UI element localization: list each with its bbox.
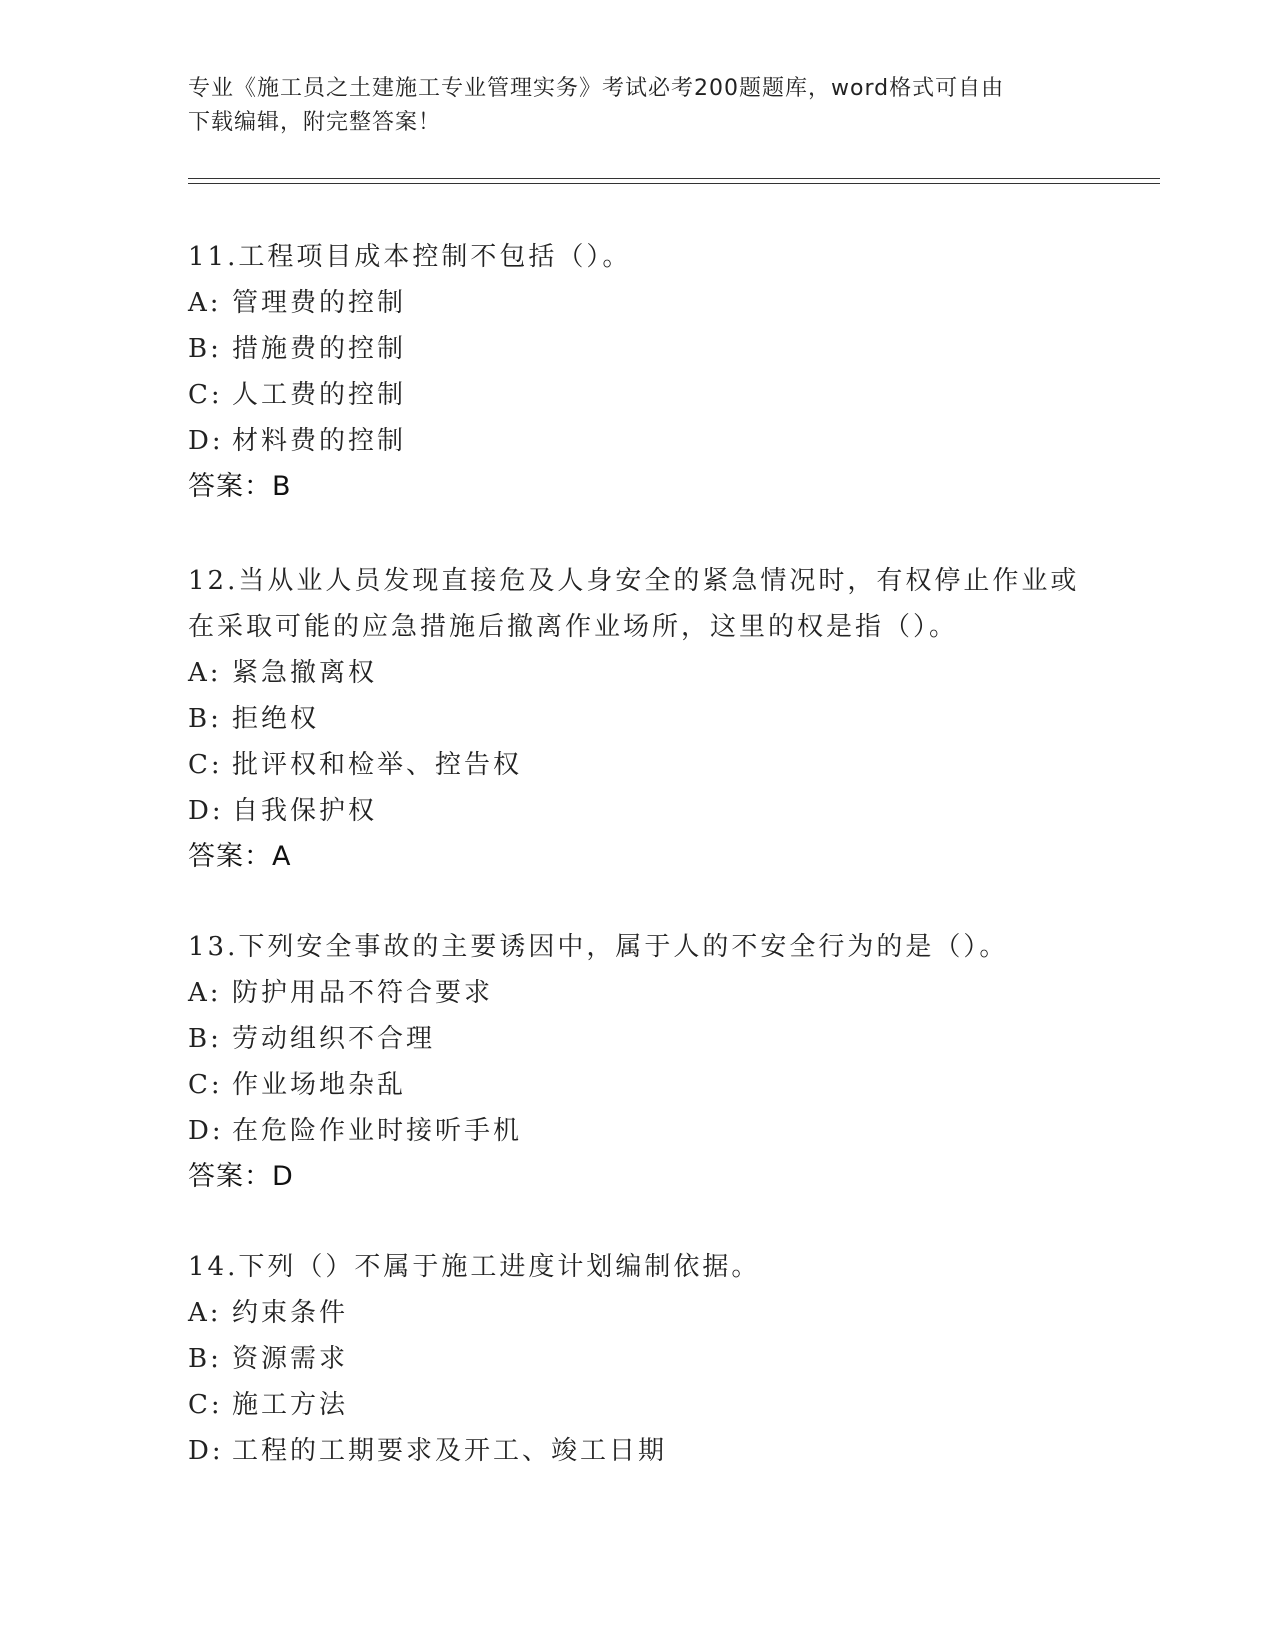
option-key: D:	[188, 426, 224, 456]
option-key: B:	[188, 1024, 222, 1054]
option-key: B:	[188, 334, 222, 364]
option-text: 材料费的控制	[232, 426, 407, 456]
option-text: 在危险作业时接听手机	[232, 1116, 523, 1146]
question-stem: 11.工程项目成本控制不包括（）。	[188, 242, 632, 272]
option-text: 拒绝权	[232, 704, 320, 734]
option-text: 人工费的控制	[232, 380, 407, 410]
option-b	[188, 1016, 1088, 1062]
question-stem: 13.下列安全事故的主要诱因中，属于人的不安全行为的是（）。	[188, 932, 1009, 962]
option-text: 约束条件	[232, 1298, 349, 1328]
option-a	[188, 280, 1088, 326]
option-d	[188, 418, 1088, 464]
answer-value: D	[272, 1161, 294, 1192]
document-header	[188, 72, 1088, 140]
option-key: B:	[188, 704, 222, 734]
option-text: 工程的工期要求及开工、竣工日期	[232, 1436, 668, 1466]
option-key: A:	[188, 658, 222, 688]
option-c	[188, 1382, 1088, 1428]
option-key: D:	[188, 1116, 224, 1146]
answer-label: 答案：	[188, 1161, 272, 1192]
option-text: 施工方法	[232, 1390, 349, 1420]
option-key: A:	[188, 978, 222, 1008]
option-key: C:	[188, 380, 223, 410]
option-c	[188, 1062, 1088, 1108]
option-key: A:	[188, 1298, 222, 1328]
option-text: 防护用品不符合要求	[232, 978, 494, 1008]
option-key: D:	[188, 1436, 224, 1466]
option-c	[188, 742, 1088, 788]
header-divider-top	[188, 178, 1160, 179]
question-stem: 14.下列（）不属于施工进度计划编制依据。	[188, 1252, 761, 1282]
option-text: 管理费的控制	[232, 288, 407, 318]
question-stem: 12.当从业人员发现直接危及人身安全的紧急情况时，有权停止作业或在采取可能的应急措施后撤离作业场所，这里的权是指（）。	[188, 566, 1080, 642]
option-c	[188, 372, 1088, 418]
question-12	[188, 558, 1088, 880]
question-13	[188, 924, 1088, 1200]
option-text: 作业场地杂乱	[232, 1070, 407, 1100]
option-text: 措施费的控制	[232, 334, 407, 364]
option-a	[188, 970, 1088, 1016]
option-text: 劳动组织不合理	[232, 1024, 436, 1054]
answer-line	[188, 464, 1088, 510]
answer-value: A	[272, 841, 292, 872]
header-line-2: 下载编辑，附完整答案！	[188, 110, 442, 135]
option-key: C:	[188, 750, 223, 780]
option-text: 自我保护权	[232, 796, 378, 826]
option-text: 资源需求	[232, 1344, 349, 1374]
option-d	[188, 788, 1088, 834]
option-b	[188, 1336, 1088, 1382]
answer-line	[188, 834, 1088, 880]
option-key: C:	[188, 1390, 223, 1420]
question-11	[188, 234, 1088, 510]
answer-line	[188, 1154, 1088, 1200]
answer-value: B	[272, 471, 292, 502]
question-14	[188, 1244, 1088, 1474]
option-a	[188, 650, 1088, 696]
option-d	[188, 1428, 1088, 1474]
header-divider-bottom	[188, 183, 1160, 184]
option-b	[188, 326, 1088, 372]
option-key: A:	[188, 288, 222, 318]
option-d	[188, 1108, 1088, 1154]
option-key: C:	[188, 1070, 223, 1100]
option-text: 批评权和检举、控告权	[232, 750, 523, 780]
option-key: D:	[188, 796, 224, 826]
option-key: B:	[188, 1344, 222, 1374]
option-b	[188, 696, 1088, 742]
answer-label: 答案：	[188, 841, 272, 872]
header-line-1: 专业《施工员之土建施工专业管理实务》考试必考200题题库，word格式可自由	[188, 76, 1005, 101]
answer-label: 答案：	[188, 471, 272, 502]
option-text: 紧急撤离权	[232, 658, 378, 688]
option-a	[188, 1290, 1088, 1336]
